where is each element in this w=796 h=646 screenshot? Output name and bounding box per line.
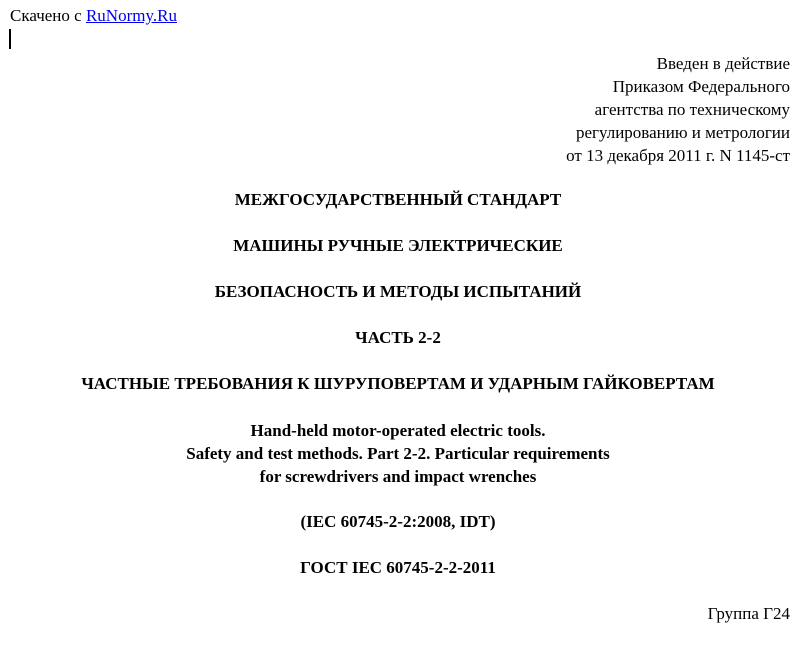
- subject-heading: МАШИНЫ РУЧНЫЕ ЭЛЕКТРИЧЕСКИЕ: [233, 236, 563, 255]
- approval-line: регулированию и метрологии: [575, 123, 790, 142]
- english-title-line: for screwdrivers and impact wrenches: [259, 467, 537, 486]
- approval-block: [566, 52, 790, 167]
- group-label: Группа Г24: [707, 604, 790, 623]
- approval-line: Приказом Федерального: [612, 77, 790, 96]
- particular-requirements-heading: ЧАСТНЫЕ ТРЕБОВАНИЯ К ШУРУПОВЕРТАМ И УДАРНЫМ ГАЙКОВЕРТАМ: [81, 374, 715, 393]
- part-heading: ЧАСТЬ 2-2: [355, 328, 441, 347]
- approval-line: агентства по техническому: [594, 100, 790, 119]
- english-title-block: [0, 419, 796, 488]
- downloaded-from-note: [10, 6, 177, 26]
- scope-heading: БЕЗОПАСНОСТЬ И МЕТОДЫ ИСПЫТАНИЙ: [214, 282, 582, 301]
- gost-designation: ГОСТ IEC 60745-2-2-2011: [300, 558, 496, 577]
- text-cursor: [9, 29, 11, 49]
- approval-line: от 13 декабря 2011 г. N 1145-ст: [566, 146, 790, 165]
- standard-type-heading: МЕЖГОСУДАРСТВЕННЫЙ СТАНДАРТ: [234, 190, 562, 209]
- downloaded-prefix: Скачено с: [10, 6, 86, 25]
- english-title-line: Hand-held motor-operated electric tools.: [250, 421, 546, 440]
- runormy-link[interactable]: RuNormy.Ru: [85, 6, 177, 25]
- approval-line: Введен в действие: [656, 54, 790, 73]
- english-title-line: Safety and test methods. Part 2-2. Particular requirements: [186, 444, 610, 463]
- iec-reference: (IEC 60745-2-2:2008, IDT): [300, 512, 496, 531]
